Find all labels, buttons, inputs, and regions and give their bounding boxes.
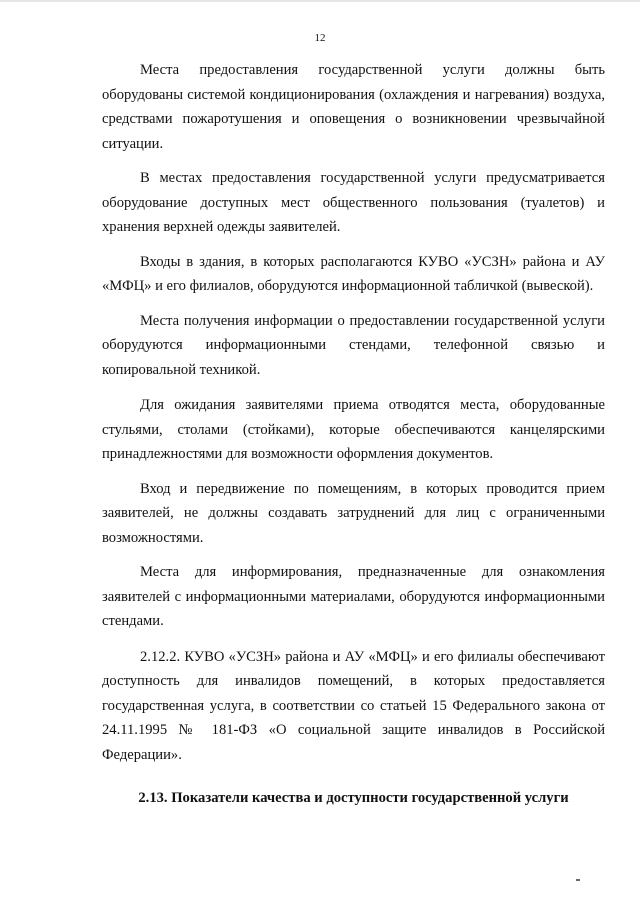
paragraph-waiting-areas: Для ожидания заявителями приема отводятся места, оборудованные стульями, столами (стойками), которые обеспечиваются канцелярскими принадлежностями для возможности оформления документов. [102,397,605,462]
scan-speck [576,879,580,881]
paragraph-building-entrances: Входы в здания, в которых располагаются КУВО «УСЗН» района и АУ «МФЦ» и его филиалов, оборудуются информационной табличкой (вывеской). [102,253,605,294]
scan-edge-line [0,0,640,2]
document-body [102,58,605,767]
paragraph-accessibility-movement: Вход и передвижение по помещениям, в которых проводится прием заявителей, не должны создавать затруднений для лиц с ограниченными возможностями. [102,480,605,546]
paragraph-information-stands: Места для информирования, предназначенные для ознакомления заявителей с информационными материалами, оборудуются информационными стендами. [102,564,605,629]
paragraph-climate-equipment: Места предоставления государственной услуги должны быть оборудованы системой кондиционирования (охлаждения и нагревания) воздуха, средствами пожаротушения и оповещения о возникновении чрезвычайной ситуации. [102,62,605,152]
paragraph-information-points: Места получения информации о предоставлении государственной услуги оборудуются информационными стендами, телефонной связью и копировальной техникой. [102,312,605,378]
section-heading-2-13: 2.13. Показатели качества и доступности государственной услуги [138,790,569,806]
paragraph-clause-2-12-2: 2.12.2. КУВО «УСЗН» района и АУ «МФЦ» и его филиалы обеспечивают доступность для инвалидов помещений, в которых предоставляется государственная услуга, в соответствии со статьей 15 Федерального закона от 24.11.1995 № 181-ФЗ «О социальной защите инвалидов в Российской Федерации». [102,648,605,763]
page-number: 12 [314,32,326,44]
paragraph-public-facilities: В местах предоставления государственной услуги предусматривается оборудование доступных мест общественного пользования (туалетов) и хранения верхней одежды заявителей. [102,170,605,235]
